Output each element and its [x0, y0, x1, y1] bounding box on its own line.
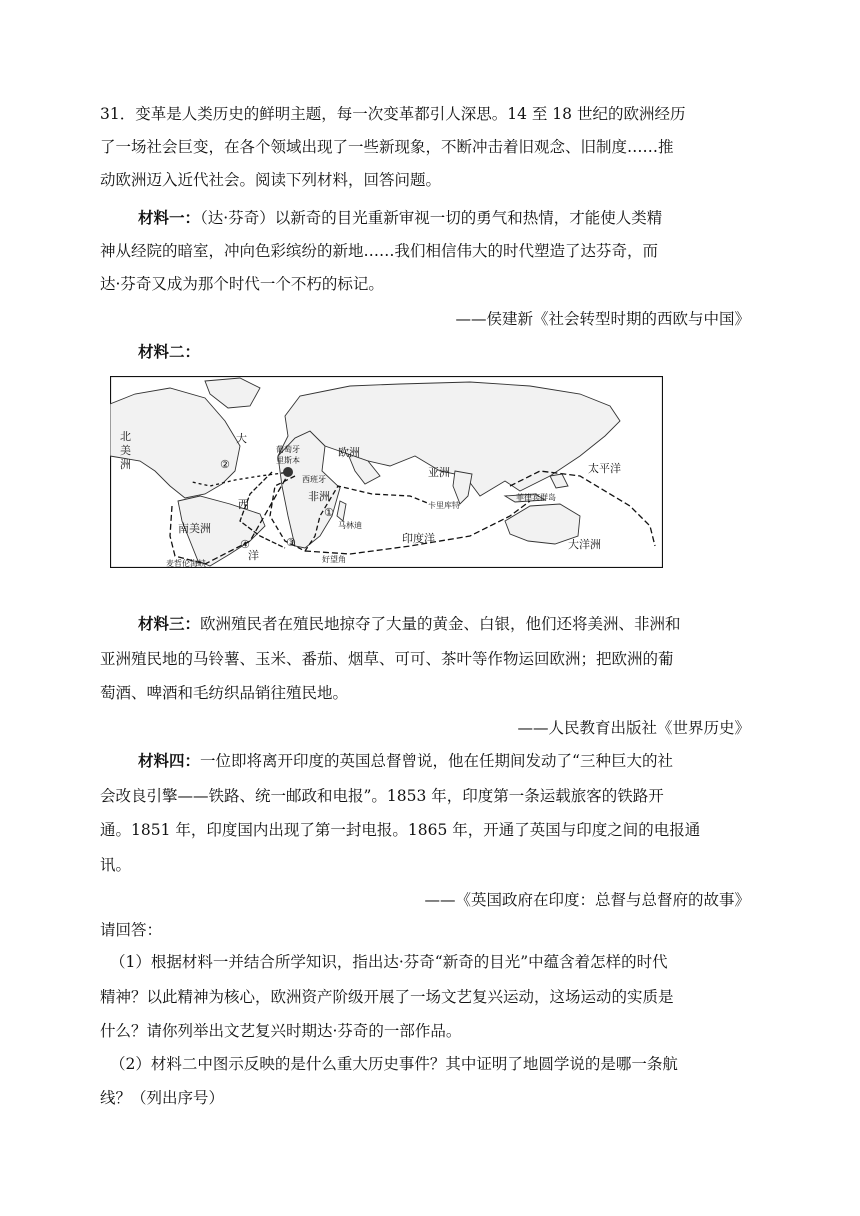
material-4-line-2: 会改良引擎——铁路、统一邮政和电报”。1853 年，印度第一条运载旅客的铁路开	[100, 787, 664, 805]
material-4-line-1	[138, 751, 673, 771]
material-1-line-2: 神从经院的暗室，冲向色彩缤纷的新地……我们相信伟大的时代塑造了达芬奇，而	[100, 242, 659, 260]
label-magellan: 麦哲伦海峡	[166, 559, 206, 568]
label-xi: 西	[238, 498, 249, 511]
question-1-line-2: 精神？以此精神为核心，欧洲资产阶级开展了一场文艺复兴运动，这场运动的实质是	[100, 988, 674, 1006]
label-da: 大	[236, 432, 247, 445]
material-4-label: 材料四：	[138, 751, 201, 770]
material-1-label: 材料一：	[138, 208, 201, 227]
question-2-line-1: （2）材料二中图示反映的是什么重大历史事件？其中证明了地圆学说的是哪一条航	[110, 1055, 678, 1073]
question-2-line-2: 线？（列出序号）	[100, 1089, 225, 1107]
label-oceania: 大洋洲	[568, 538, 601, 551]
question-intro-line-1: 31．变革是人类历史的鲜明主题，每一次变革都引人深思。14 至 18 世纪的欧洲经历	[100, 105, 686, 123]
material-4-text: 一位即将离开印度的英国总督曾说，他在任期间发动了“三种巨大的社	[200, 752, 673, 770]
label-indian-ocean: 印度洋	[402, 532, 435, 545]
label-lisbon: 里斯本	[276, 456, 300, 465]
label-pacific: 太平洋	[588, 462, 621, 475]
question-intro-line-2: 了一场社会巨变，在各个领域出现了一些新现象，不断冲击着旧观念、旧制度……推	[100, 138, 674, 156]
label-europe: 欧洲	[338, 446, 360, 459]
material-1-line-3: 达·芬奇又成为那个时代一个不朽的标记。	[100, 275, 384, 293]
question-1-line-1: （1）根据材料一并结合所学知识，指出达·芬奇“新奇的目光”中蕴含着怎样的时代	[110, 953, 668, 971]
material-3-line-2: 亚洲殖民地的马铃薯、玉米、番茄、烟草、可可、茶叶等作物运回欧洲；把欧洲的葡	[100, 650, 674, 668]
route-4-number: ④	[240, 538, 250, 551]
material-1-source: ——侯建新《社会转型时期的西欧与中国》	[455, 310, 750, 328]
new-sea-routes-map	[110, 376, 663, 568]
route-3-number: ③	[286, 536, 296, 549]
material-4-source: ——《英国政府在印度：总督与总督府的故事》	[424, 891, 750, 909]
label-philippines: 菲律宾群岛	[516, 493, 556, 502]
label-spain: 西班牙	[302, 475, 326, 484]
question-1-line-3: 什么？请你列举出文艺复兴时期达·芬奇的一部作品。	[100, 1022, 462, 1040]
material-4-line-4: 讯。	[100, 856, 132, 874]
route-2-number: ②	[220, 458, 230, 471]
route-1-number: ①	[324, 506, 334, 519]
label-yang: 洋	[248, 549, 259, 562]
material-3-source: ——人民教育出版社《世界历史》	[517, 719, 750, 737]
label-good-hope: 好望角	[322, 555, 346, 564]
material-3-text: 欧洲殖民者在殖民地掠夺了大量的黄金、白银，他们还将美洲、非洲和	[200, 615, 681, 633]
material-3-line-3: 萄酒、啤酒和毛纺织品销往殖民地。	[100, 684, 349, 702]
material-1-text: （达·芬奇）以新奇的目光重新审视一切的勇气和热情，才能使人类精	[200, 209, 663, 227]
material-1-line-1	[138, 208, 662, 228]
label-mei: 美	[120, 444, 131, 457]
material-3-line-1	[138, 614, 681, 634]
label-malindi: 马林迪	[338, 521, 362, 530]
label-zhou: 洲	[120, 458, 131, 471]
material-2-label: 材料二：	[138, 342, 201, 361]
question-intro-line-3: 动欧洲迈入近代社会。阅读下列材料，回答问题。	[100, 171, 442, 189]
label-portugal: 葡萄牙	[276, 445, 300, 454]
answer-prompt: 请回答：	[100, 921, 163, 939]
material-4-line-3: 通。1851 年，印度国内出现了第一封电报。1865 年，开通了英国与印度之间的电报通	[100, 821, 701, 839]
lisbon-marker	[283, 467, 293, 477]
material-3-label: 材料三：	[138, 614, 201, 633]
label-asia: 亚洲	[428, 466, 450, 479]
label-south-america: 南美洲	[178, 522, 211, 535]
label-calicut: 卡里库特	[428, 501, 460, 510]
label-north: 北	[120, 430, 131, 443]
label-africa: 非洲	[308, 490, 330, 503]
